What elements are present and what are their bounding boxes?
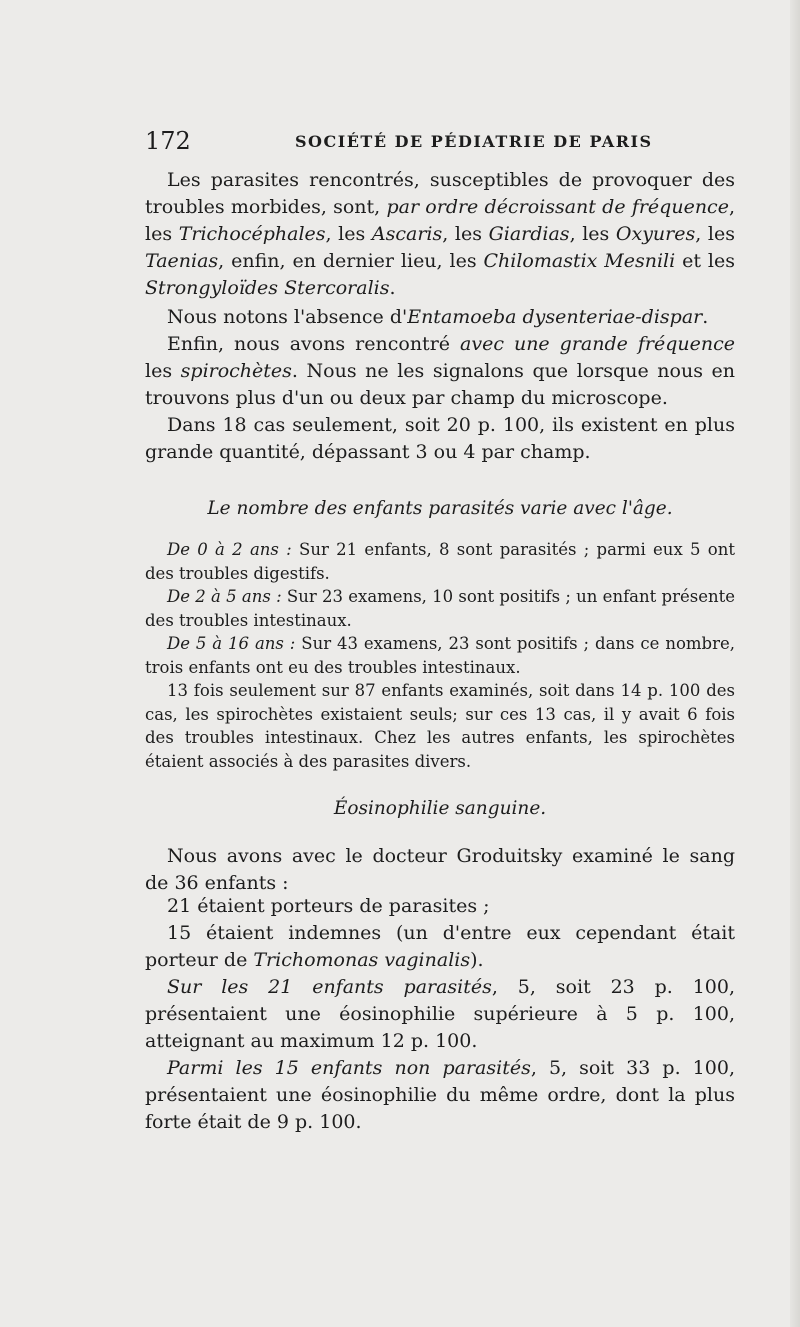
page-edge-shadow [790, 0, 800, 1327]
age-label: De 2 à 5 ans : [167, 587, 282, 606]
paragraph-blood-exam: Nous avons avec le docteur Groduitsky examiné le sang de 36 enfants : [145, 845, 735, 894]
paragraph-spirochetes: Enfin, nous avons rencontré avec une grande fréquence les spirochètes. Nous ne les signalons que lorsque nous en trouvons plus d'un ou deux par champ du microscope. [145, 333, 735, 409]
paragraph-quantity: Dans 18 cas seulement, soit 20 p. 100, ils existent en plus grande quantité, dépassant 3 ou 4 par champ. [145, 414, 735, 463]
page-number: 172 [145, 127, 191, 155]
page-header [145, 126, 735, 156]
age-label: De 0 à 2 ans : [167, 540, 292, 559]
paragraph-entamoeba: Nous notons l'absence d'Entamoeba dysenteriae-dispar. [167, 306, 709, 328]
section-heading-eosinophilia: Éosinophilie sanguine. [333, 798, 547, 819]
age-group-0-2: De 0 à 2 ans : Sur 21 enfants, 8 sont parasités ; parmi eux 5 ont des troubles digestifs. [145, 540, 735, 583]
paragraph-parasitized-eosinophilia: Sur les 21 enfants parasités, 5, soit 23 p. 100, présentaient une éosinophilie supérieure à 5 p. 100, atteignant au maximum 12 p. 100. [145, 976, 735, 1052]
paragraph-nonparasitized-eosinophilia: Parmi les 15 enfants non parasités, 5, soit 33 p. 100, présentaient une éosinophilie du même ordre, dont la plus forte était de 9 p. 100. [145, 1057, 735, 1133]
paragraph-parasites: Les parasites rencontrés, susceptibles de provoquer des troubles morbides, sont, par ordre décroissant de fréquence, les Trichocéphales, les Ascaris, les Giardias, les Oxyures, les Taenias, enfin, en dernier lieu, les Chilomastix Mesnili et les Strongyloïdes Stercoralis. [145, 169, 735, 299]
paragraph-spirochetes-alone: 13 fois seulement sur 87 enfants examinés, soit dans 14 p. 100 des cas, les spirochètes existaient seuls; sur ces 13 cas, il y avait 6 fois des troubles intestinaux. Chez les autres enfants, les spirochètes étaient associés à des parasites divers. [145, 681, 735, 771]
paragraph-parasite-carriers: 21 étaient porteurs de parasites ; [167, 895, 490, 917]
age-group-2-5: De 2 à 5 ans : Sur 23 examens, 10 sont positifs ; un enfant présente des troubles intestinaux. [145, 587, 735, 630]
paragraph-unaffected: 15 étaient indemnes (un d'entre eux cependant était porteur de Trichomonas vaginalis). [145, 922, 735, 971]
age-label: De 5 à 16 ans : [167, 634, 296, 653]
running-head: SOCIÉTÉ DE PÉDIATRIE DE PARIS [295, 132, 653, 151]
age-group-5-16: De 5 à 16 ans : Sur 43 examens, 23 sont positifs ; dans ce nombre, trois enfants ont eu des troubles intestinaux. [145, 634, 735, 677]
section-heading-age: Le nombre des enfants parasités varie avec l'âge. [207, 498, 673, 519]
